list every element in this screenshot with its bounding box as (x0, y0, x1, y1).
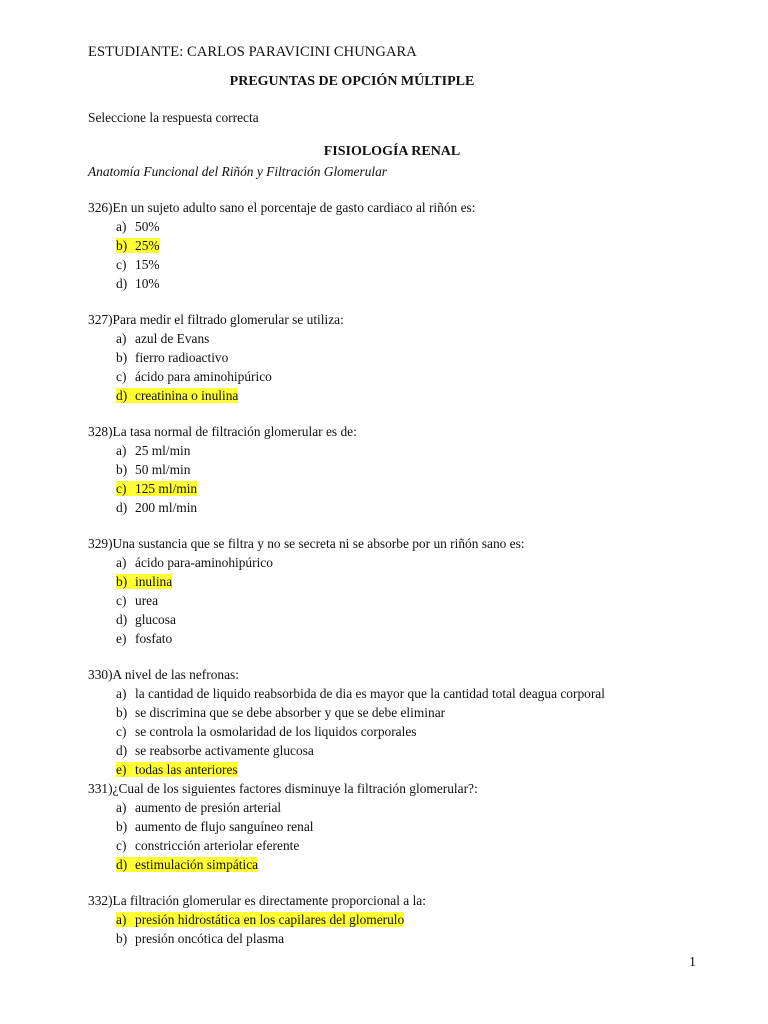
option-content (116, 388, 238, 403)
option-letter: b) (116, 462, 128, 477)
question-text (88, 665, 728, 684)
question-prompt: La filtración glomerular es directamente proporcional a la: (112, 893, 426, 908)
question-text (88, 534, 728, 553)
option-content (116, 800, 281, 815)
option-text: creatinina o inulina (135, 388, 239, 403)
question-item (88, 198, 728, 293)
question-prompt: Para medir el filtrado glomerular se utiliza: (112, 312, 344, 327)
option-list (88, 910, 728, 948)
option-content (116, 593, 158, 608)
option-content (116, 912, 404, 927)
option-content (116, 331, 209, 346)
answer-option (116, 255, 728, 274)
option-content (116, 369, 272, 384)
option-content (116, 481, 197, 496)
question-item (88, 422, 728, 517)
answer-option (116, 929, 728, 948)
question-number: 332) (88, 893, 113, 908)
option-content (116, 931, 284, 946)
answer-option-correct (116, 760, 728, 779)
answer-option (116, 329, 728, 348)
question-number: 328) (88, 424, 113, 439)
instruction-text: Seleccione la respuesta correcta (88, 110, 259, 125)
option-content (116, 238, 160, 253)
option-text: constricción arteriolar eferente (135, 838, 300, 853)
option-text: aumento de flujo sanguíneo renal (135, 819, 314, 834)
page-number: 1 (689, 955, 696, 970)
option-content (116, 819, 314, 834)
question-prompt: ¿Cual de los siguientes factores disminuye la filtración glomerular?: (112, 781, 478, 796)
option-list (88, 684, 728, 779)
option-letter: c) (116, 257, 127, 272)
option-letter: a) (116, 686, 127, 701)
option-content (116, 350, 228, 365)
option-letter: a) (116, 800, 127, 815)
option-text: se discrimina que se debe absorber y que se debe eliminar (135, 705, 446, 720)
option-text: ácido para-aminohipúrico (135, 555, 273, 570)
answer-option (116, 741, 728, 760)
subject-heading: FISIOLOGÍA RENAL (323, 144, 461, 159)
option-letter: a) (116, 331, 127, 346)
answer-option (116, 441, 728, 460)
option-letter: a) (116, 555, 127, 570)
answer-option-correct (116, 236, 728, 255)
option-text: inulina (135, 574, 173, 589)
question-number: 331) (88, 781, 113, 796)
option-letter: d) (116, 388, 128, 403)
question-text (88, 198, 728, 217)
question-prompt: La tasa normal de filtración glomerular es de: (112, 424, 357, 439)
option-letter: d) (116, 743, 128, 758)
option-text: urea (135, 593, 159, 608)
question-item (88, 310, 728, 405)
answer-option (116, 367, 728, 386)
option-content (116, 743, 314, 758)
option-content (116, 443, 190, 458)
option-letter: d) (116, 612, 128, 627)
option-content (116, 257, 160, 272)
option-text: se controla la osmolaridad de los liquidos corporales (135, 724, 417, 739)
answer-option (116, 498, 728, 517)
option-letter: d) (116, 500, 128, 515)
option-content (116, 462, 190, 477)
option-letter: d) (116, 857, 128, 872)
question-prompt: Una sustancia que se filtra y no se secreta ni se absorbe por un riñón sano es: (112, 536, 525, 551)
option-letter: c) (116, 838, 127, 853)
option-letter: c) (116, 481, 127, 496)
option-text: azul de Evans (135, 331, 210, 346)
answer-option-correct (116, 855, 728, 874)
option-letter: e) (116, 762, 127, 777)
question-text (88, 779, 728, 798)
answer-option (116, 798, 728, 817)
question-item (88, 891, 728, 948)
option-content (116, 705, 445, 720)
question-number: 327) (88, 312, 113, 327)
option-text: presión oncótica del plasma (135, 931, 285, 946)
option-text: 10% (135, 276, 160, 291)
question-item (88, 779, 728, 874)
question-item (88, 665, 728, 779)
answer-option (116, 629, 728, 648)
question-number: 326) (88, 200, 113, 215)
option-text: ácido para aminohipúrico (135, 369, 272, 384)
answer-option (116, 836, 728, 855)
option-content (116, 686, 605, 701)
option-text: 15% (135, 257, 160, 272)
answer-option (116, 553, 728, 572)
option-letter: d) (116, 276, 128, 291)
question-prompt: En un sujeto adulto sano el porcentaje de gasto cardiaco al riñón es: (112, 200, 476, 215)
option-text: estimulación simpática (135, 857, 259, 872)
question-number: 330) (88, 667, 113, 682)
question-text (88, 891, 728, 910)
option-content (116, 631, 172, 646)
option-text: glucosa (135, 612, 176, 627)
option-letter: b) (116, 931, 128, 946)
option-content (116, 276, 160, 291)
answer-option-correct (116, 479, 728, 498)
question-item (88, 534, 728, 648)
option-list (88, 441, 728, 517)
answer-option (116, 703, 728, 722)
option-content (116, 574, 172, 589)
option-text: aumento de presión arterial (135, 800, 282, 815)
answer-option (116, 817, 728, 836)
answer-option (116, 722, 728, 741)
option-letter: b) (116, 350, 128, 365)
option-content (116, 219, 160, 234)
option-text: 50 ml/min (135, 462, 191, 477)
option-content (116, 500, 197, 515)
option-text: presión hidrostática en los capilares del glomerulo (135, 912, 405, 927)
option-list (88, 329, 728, 405)
option-letter: e) (116, 631, 127, 646)
answer-option (116, 217, 728, 236)
option-letter: b) (116, 819, 128, 834)
student-name: ESTUDIANTE: CARLOS PARAVICINI CHUNGARA (88, 44, 417, 60)
answer-option-correct (116, 386, 728, 405)
option-list (88, 217, 728, 293)
option-text: 50% (135, 219, 160, 234)
question-text (88, 310, 728, 329)
option-letter: c) (116, 593, 127, 608)
section-heading: Anatomía Funcional del Riñón y Filtración Glomerular (88, 164, 388, 179)
option-letter: a) (116, 219, 127, 234)
option-letter: b) (116, 238, 128, 253)
option-content (116, 762, 238, 777)
option-letter: c) (116, 724, 127, 739)
answer-option (116, 460, 728, 479)
option-content (116, 612, 176, 627)
answer-option (116, 348, 728, 367)
option-list (88, 553, 728, 648)
option-text: la cantidad de liquido reabsorbida de dia es mayor que la cantidad total deagua corporal (135, 686, 605, 701)
option-text: todas las anteriores (135, 762, 238, 777)
option-content (116, 838, 299, 853)
option-text: 25% (135, 238, 160, 253)
answer-option (116, 684, 728, 703)
option-content (116, 555, 273, 570)
option-text: 25 ml/min (135, 443, 191, 458)
answer-option (116, 591, 728, 610)
option-letter: a) (116, 912, 127, 927)
option-content (116, 724, 417, 739)
question-number: 329) (88, 536, 113, 551)
question-text (88, 422, 728, 441)
option-text: se reabsorbe activamente glucosa (135, 743, 314, 758)
option-letter: b) (116, 574, 128, 589)
option-text: fosfato (135, 631, 173, 646)
option-letter: c) (116, 369, 127, 384)
option-text: 125 ml/min (135, 481, 198, 496)
document-title: PREGUNTAS DE OPCIÓN MÚLTIPLE (229, 74, 475, 89)
option-content (116, 857, 258, 872)
question-list (88, 198, 728, 948)
option-letter: b) (116, 705, 128, 720)
option-letter: a) (116, 443, 127, 458)
answer-option (116, 274, 728, 293)
option-text: fierro radioactivo (135, 350, 229, 365)
answer-option (116, 610, 728, 629)
option-list (88, 798, 728, 874)
answer-option-correct (116, 572, 728, 591)
option-text: 200 ml/min (135, 500, 198, 515)
answer-option-correct (116, 910, 728, 929)
question-prompt: A nivel de las nefronas: (112, 667, 239, 682)
